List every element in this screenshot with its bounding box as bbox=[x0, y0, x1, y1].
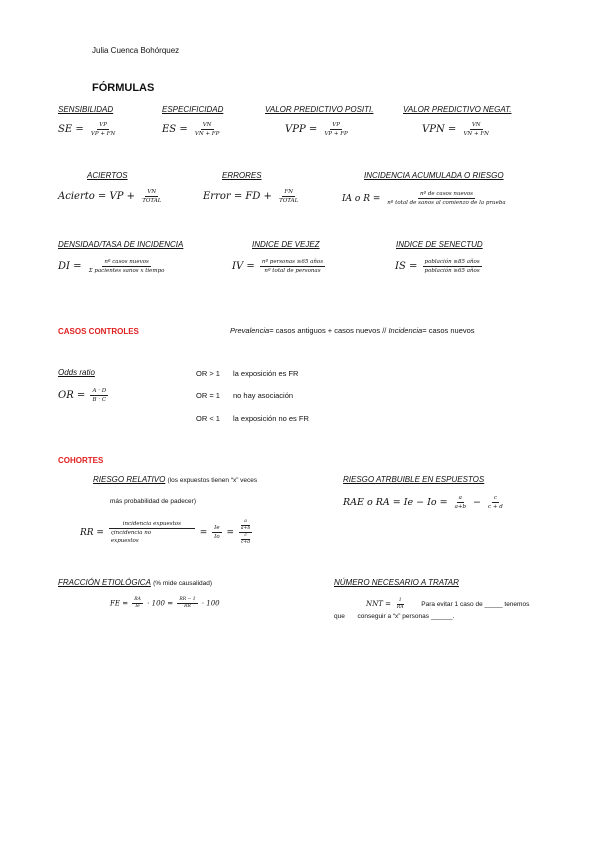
casos-controles-heading: CASOS CONTROLES bbox=[58, 327, 139, 336]
rr-lhs: RR = bbox=[80, 528, 104, 538]
di-den: Σ pacientes sanos x tiempo bbox=[88, 268, 165, 274]
odds-ratio-formula bbox=[58, 387, 110, 404]
di-lhs: DI = bbox=[58, 261, 82, 272]
es-fraction bbox=[193, 121, 221, 138]
is-fraction bbox=[423, 258, 482, 275]
acierto-num: VN bbox=[147, 189, 157, 195]
or-rule-1-cond: OR > 1 bbox=[196, 369, 220, 378]
vpp-fraction bbox=[322, 121, 349, 138]
vpn-num: VN bbox=[471, 122, 481, 128]
or-rule-2-cond: OR = 1 bbox=[196, 391, 220, 400]
rr-num: incidencia expuestos bbox=[109, 520, 195, 529]
is-lhs: IS = bbox=[395, 261, 418, 272]
nnt-label: NÚMERO NECESARIO A TRATAR bbox=[334, 578, 459, 587]
vpp-label bbox=[265, 105, 373, 114]
acierto-formula bbox=[58, 188, 165, 205]
fe-label: FRACCIÓN ETIOLÓGICA bbox=[58, 578, 151, 587]
rr-header bbox=[93, 475, 257, 484]
rr-label: RIESGO RELATIVO bbox=[93, 475, 166, 484]
es-den: VN + FP bbox=[194, 131, 220, 137]
vpn-formula bbox=[422, 121, 493, 138]
iv-formula bbox=[232, 258, 327, 275]
error-fraction bbox=[277, 188, 300, 205]
vpn-label: VALOR PREDICTIVO NEGAT. bbox=[403, 105, 512, 114]
nnt-lhs: NNT = bbox=[366, 600, 392, 609]
se-lhs: SE = bbox=[58, 124, 84, 135]
is-den: población ≥65 años bbox=[424, 268, 480, 274]
or-rule-1-text: la exposición es FR bbox=[233, 369, 299, 378]
nnt-text-2: que conseguir a “x” personas ______. bbox=[334, 613, 455, 620]
page-title: FÓRMULAS bbox=[92, 82, 155, 94]
ia-fraction bbox=[385, 190, 507, 207]
incidencia-text: = casos nuevos bbox=[422, 326, 475, 335]
fe-note: (% mide causalidad) bbox=[153, 580, 213, 587]
error-lhs: Error = FD + bbox=[203, 191, 272, 202]
iv-den: nº total de personas bbox=[264, 268, 321, 274]
rr-den-1: ςincidencia no bbox=[110, 530, 152, 536]
error-formula bbox=[203, 188, 302, 205]
rr-fraction bbox=[109, 520, 195, 545]
fe-fraction-2 bbox=[177, 597, 197, 610]
is-num: población ≥85 años bbox=[424, 259, 480, 265]
is-formula bbox=[395, 258, 484, 275]
vejez-label: INDICE DE VEJEZ bbox=[252, 240, 320, 249]
especificidad-label: ESPECIFICIDAD bbox=[162, 105, 224, 114]
ra-lhs: RAE o RA = Ie − Io = bbox=[343, 497, 448, 508]
odds-num: A · D bbox=[92, 388, 107, 394]
senectud-label: INDICE DE SENECTUD bbox=[396, 240, 483, 249]
nnt-text-1: Para evitar 1 caso de _____ tenemos bbox=[421, 601, 530, 609]
di-formula bbox=[58, 258, 168, 275]
fe-fraction-1 bbox=[132, 597, 143, 610]
se-den: VP + FN bbox=[90, 131, 116, 137]
nnt-fraction bbox=[395, 598, 406, 611]
or-rule-1 bbox=[196, 369, 298, 378]
rr-den-2: expuestos bbox=[110, 538, 139, 544]
ra-den-1: a+b bbox=[454, 504, 466, 510]
es-formula bbox=[162, 121, 223, 138]
nnt-den: RA bbox=[396, 605, 404, 610]
iv-fraction bbox=[260, 258, 325, 275]
cohortes-heading: COHORTES bbox=[58, 456, 104, 465]
ia-num: nº de casos nuevos bbox=[419, 191, 473, 197]
vpn-fraction bbox=[461, 121, 491, 138]
or-rule-3 bbox=[196, 414, 309, 423]
prevalencia-text: = casos antiguos + casos nuevos // bbox=[269, 326, 387, 335]
ra-fraction-1 bbox=[453, 494, 468, 511]
iv-lhs: IV = bbox=[232, 261, 255, 272]
error-den: TOTAL bbox=[279, 198, 299, 204]
acierto-fraction bbox=[140, 188, 163, 205]
prevalencia-term: Prevalencia bbox=[230, 326, 270, 335]
densidad-label: DENSIDAD/TASA DE INCIDENCIA bbox=[58, 240, 184, 249]
ia-formula bbox=[342, 190, 510, 207]
rr-compound-top bbox=[239, 519, 252, 533]
di-num: nº casos nuevos bbox=[104, 259, 149, 265]
ra-den-2: c + d bbox=[488, 504, 503, 510]
ra-label: RIESGO ATRBUIBLE EN ESPUESTOS bbox=[343, 475, 485, 484]
vpp-den: VP + FP bbox=[324, 131, 348, 137]
vpn-lhs: VPN = bbox=[422, 124, 457, 135]
rr-note-2: más probabilidad de padecer) bbox=[110, 498, 196, 505]
iv-num: nº personas ≥65 años bbox=[261, 259, 324, 265]
ia-lhs: IA o R = bbox=[342, 194, 381, 204]
fe-end: · 100 bbox=[201, 599, 220, 608]
ra-minus: − bbox=[473, 497, 481, 508]
ra-fraction-2 bbox=[486, 494, 505, 511]
se-fraction bbox=[89, 121, 117, 138]
ra-num-2: c bbox=[493, 495, 497, 501]
fe-num-2: RR − 1 bbox=[179, 597, 196, 602]
rr-eq: = bbox=[199, 528, 208, 538]
odds-den: B · C bbox=[92, 397, 107, 403]
vpn-den: VN + FN bbox=[463, 131, 489, 137]
fe-formula bbox=[110, 597, 220, 610]
rr-a: a bbox=[244, 519, 247, 524]
fe-lhs: FE = bbox=[110, 599, 129, 608]
or-rule-3-text: la exposición no es FR bbox=[233, 414, 309, 423]
author-name: Julia Cuenca Bohórquez bbox=[92, 46, 180, 55]
nnt-num: 1 bbox=[398, 598, 402, 603]
vpp-label-text: VALOR PREDICTIVO POSITI. bbox=[265, 105, 374, 114]
ra-num-1: a bbox=[458, 495, 462, 501]
or-rule-2-text: no hay asociación bbox=[233, 391, 294, 400]
di-fraction bbox=[87, 258, 167, 275]
vpp-formula bbox=[285, 121, 352, 138]
incidencia-label: INCIDENCIA ACUMULADA O RIESGO bbox=[364, 171, 504, 180]
rr-io: Io bbox=[214, 534, 220, 540]
or-rule-3-cond: OR < 1 bbox=[196, 414, 220, 423]
fe-num-1: RA bbox=[134, 597, 141, 602]
rr-compound-bottom bbox=[239, 533, 252, 546]
vpp-lhs: VPP = bbox=[285, 124, 318, 135]
rr-compound bbox=[239, 519, 252, 546]
odds-fraction bbox=[90, 387, 108, 404]
incidencia-term: Incidencia bbox=[388, 326, 423, 335]
se-formula bbox=[58, 121, 119, 138]
odds-lhs: OR = bbox=[58, 390, 86, 401]
es-num: VN bbox=[202, 122, 212, 128]
acierto-den: TOTAL bbox=[142, 198, 162, 204]
ra-formula bbox=[343, 494, 507, 511]
or-rule-2 bbox=[196, 391, 293, 400]
rr-ie-io bbox=[212, 524, 221, 541]
fe-den-2: RR bbox=[184, 604, 191, 609]
sensibilidad-label: SENSIBILIDAD bbox=[58, 105, 114, 114]
error-num: FN bbox=[284, 189, 294, 195]
fe-header bbox=[58, 578, 212, 587]
odds-ratio-label: Odds ratio bbox=[58, 368, 95, 377]
vpp-num: VP bbox=[332, 122, 340, 128]
nnt-line-1 bbox=[366, 598, 529, 611]
aciertos-label: ACIERTOS bbox=[87, 171, 128, 180]
errores-label: ERRORES bbox=[222, 171, 262, 180]
rr-formula bbox=[80, 519, 254, 546]
rr-c: c bbox=[244, 533, 247, 538]
fe-den-1: Ie bbox=[135, 604, 140, 609]
rr-ie: Ie bbox=[214, 525, 220, 531]
prevalencia-line bbox=[230, 326, 475, 335]
ia-den: nº total de sanos al comienzo de la prueba bbox=[387, 200, 506, 206]
rr-ab: a+b bbox=[240, 526, 251, 531]
rr-cd: c+d bbox=[241, 540, 251, 545]
rr-den bbox=[109, 529, 195, 545]
fe-mid: · 100 = bbox=[147, 599, 174, 608]
se-num: VP bbox=[99, 122, 107, 128]
rr-eq-2: = bbox=[226, 528, 235, 538]
acierto-lhs: Acierto = VP + bbox=[58, 191, 136, 202]
es-lhs: ES = bbox=[162, 124, 188, 135]
rr-note-1: (los expuestos tienen “x” veces bbox=[167, 477, 258, 484]
